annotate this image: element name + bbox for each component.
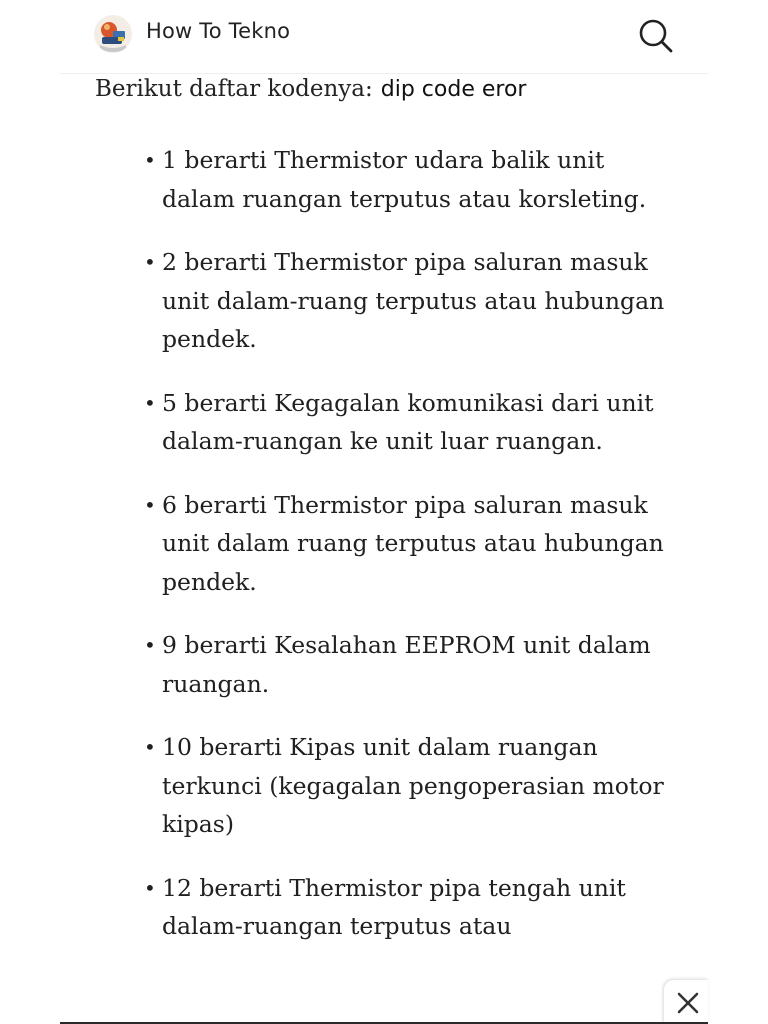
list-item-text: 2 berarti Thermistor pipa saluran masuk unit dalam-ruang terputus atau hubungan pendek.	[162, 248, 665, 353]
close-ad-button[interactable]	[664, 980, 708, 1024]
site-header	[60, 0, 708, 74]
search-icon[interactable]	[636, 16, 676, 56]
list-item	[144, 869, 682, 946]
bullet-icon: •	[144, 633, 156, 657]
site-title[interactable]: How To Tekno	[146, 19, 291, 43]
close-icon	[664, 980, 708, 1024]
list-item	[144, 384, 682, 461]
list-item-text: 12 berarti Thermistor pipa tengah unit dalam-ruangan terputus atau	[162, 873, 626, 940]
list-item-text: 5 berarti Kegagalan komunikasi dari unit dalam-ruangan ke unit luar ruangan.	[162, 388, 654, 455]
list-item-text: 6 berarti Thermistor pipa saluran masuk unit dalam ruang terputus atau hubungan pendek.	[162, 490, 664, 596]
list-item	[144, 141, 682, 218]
list-item	[144, 626, 682, 703]
bullet-icon: •	[144, 875, 156, 900]
list-item	[144, 243, 682, 359]
intro-text: Berikut daftar kodenya:	[95, 76, 373, 102]
list-item-text: 10 berarti Kipas unit dalam ruangan terkunci (kegagalan pengoperasian motor kipas)	[162, 733, 664, 838]
bullet-icon: •	[144, 250, 156, 274]
bullet-icon: •	[144, 735, 156, 759]
intro-line	[95, 76, 526, 102]
bullet-icon: •	[144, 390, 156, 415]
bullet-icon: •	[144, 492, 156, 517]
list-item-text: 9 berarti Kesalahan EEPROM unit dalam ruangan.	[162, 631, 651, 698]
list-item	[144, 728, 682, 844]
list-item-text: 1 berarti Thermistor udara balik unit dalam ruangan terputus atau korsleting.	[162, 146, 647, 213]
annotation-text: dip code eror	[380, 77, 527, 102]
site-logo-icon[interactable]	[94, 15, 132, 53]
bullet-icon: •	[144, 148, 156, 172]
list-item	[144, 486, 682, 602]
error-code-list	[144, 141, 682, 971]
